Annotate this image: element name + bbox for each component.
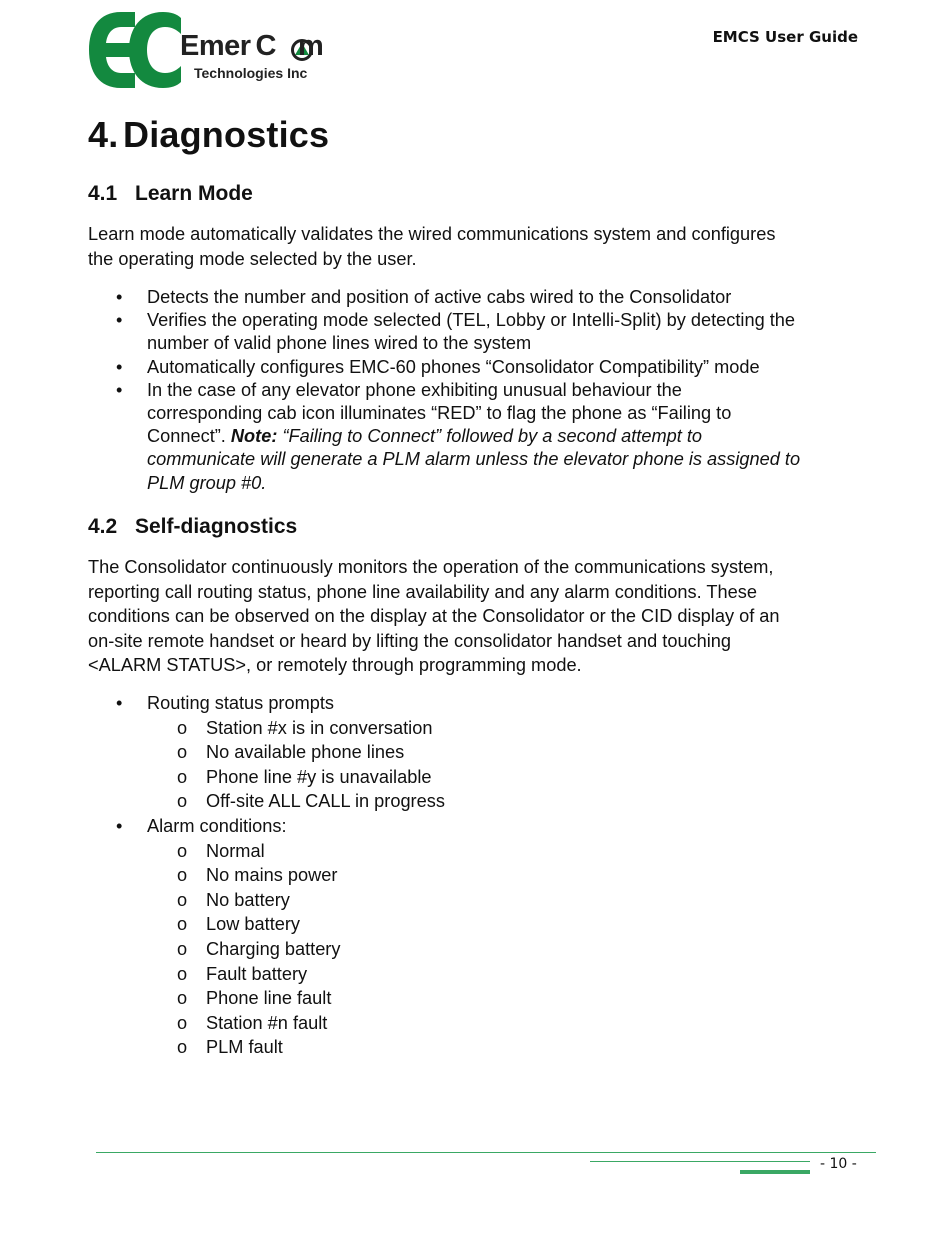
- sublist-item-text: Station #x is in conversation: [206, 717, 433, 738]
- bullet-icon: •: [116, 310, 123, 331]
- sublist-item: [147, 789, 868, 814]
- sublist-item-text: No battery: [206, 889, 290, 910]
- list-item-text: In the case of any elevator phone exhibiting unusual behaviour the: [147, 379, 682, 400]
- sublist-item: [147, 986, 868, 1011]
- note-text: PLM group #0.: [147, 472, 267, 493]
- section-number: 4.: [88, 114, 119, 155]
- routing-sublist: [88, 716, 868, 814]
- note-label: Note:: [230, 426, 278, 447]
- circle-bullet-icon: o: [177, 840, 188, 861]
- sublist-item: [147, 716, 868, 741]
- sublist-item: [147, 912, 868, 937]
- learn-mode-intro: [88, 222, 863, 271]
- footer-rule: [96, 1152, 876, 1153]
- footer-rule-accent: [740, 1170, 810, 1174]
- sublist-item-text: Phone line #y is unavailable: [206, 766, 432, 787]
- sublist-item-text: Off-site ALL CALL in progress: [206, 791, 445, 812]
- subsection-number: 4.1: [88, 182, 118, 205]
- list-item: [88, 309, 868, 355]
- list-item-text: Detects the number and position of active cabs wired to the Consolidator: [147, 287, 732, 307]
- sublist-item: [147, 962, 868, 987]
- circle-bullet-icon: o: [177, 717, 188, 738]
- page-number: - 10 -: [820, 1156, 857, 1172]
- note-text: “Failing to Connect” followed by a second attempt to: [277, 426, 702, 447]
- sublist-item: [147, 740, 868, 765]
- subsection-number: 4.2: [88, 515, 118, 538]
- subsection-heading-learn-mode: [88, 182, 253, 206]
- list-item-alarms: [88, 814, 868, 1060]
- text-line: Learn mode automatically validates the wired communications system and configures: [88, 224, 776, 244]
- text-line: reporting call routing status, phone line availability and any alarm conditions. These: [88, 581, 757, 602]
- sublist-item-text: PLM fault: [206, 1037, 283, 1058]
- sublist-item-text: Phone line fault: [206, 988, 332, 1009]
- bullet-icon: •: [116, 356, 123, 377]
- text-line: the operating mode selected by the user.: [88, 248, 417, 269]
- self-diagnostics-list: [88, 691, 868, 1060]
- list-item-text: number of valid phone lines wired to the system: [147, 333, 532, 354]
- subsection-heading-self-diagnostics: [88, 515, 297, 539]
- sublist-item: [147, 1011, 868, 1036]
- logo-subtitle: Technologies Inc: [194, 65, 308, 81]
- list-item-text: corresponding cab icon illuminates “RED” to flag the phone as “Failing to: [147, 403, 732, 424]
- circle-bullet-icon: o: [177, 988, 188, 1009]
- alarm-sublist: [88, 839, 868, 1060]
- list-item-text: Automatically configures EMC-60 phones “Consolidator Compatibility” mode: [147, 356, 760, 377]
- list-item-text: Verifies the operating mode selected (TEL, Lobby or Intelli-Split) by detecting the: [147, 310, 796, 331]
- sublist-item: [147, 888, 868, 913]
- footer-rule-short: [590, 1161, 810, 1162]
- section-title: Diagnostics: [123, 114, 330, 155]
- sublist-item: [147, 863, 868, 888]
- list-item: [88, 286, 868, 309]
- circle-bullet-icon: o: [177, 742, 188, 763]
- note-text: communicate will generate a PLM alarm unless the elevator phone is assigned to: [147, 449, 801, 470]
- text-line: conditions can be observed on the display at the Consolidator or the CID display of an: [88, 606, 780, 626]
- sublist-item-text: No available phone lines: [206, 742, 405, 763]
- sublist-item-text: No mains power: [206, 865, 338, 886]
- list-item-text: Routing status prompts: [147, 693, 335, 713]
- sublist-item-text: Normal: [206, 840, 265, 861]
- sublist-item: [147, 839, 868, 864]
- list-item-text: Alarm conditions:: [147, 815, 287, 836]
- circle-bullet-icon: o: [177, 1037, 188, 1058]
- section-heading: [88, 114, 329, 156]
- text-line: <ALARM STATUS>, or remotely through programming mode.: [88, 655, 582, 675]
- sublist-item-text: Low battery: [206, 914, 301, 935]
- emercom-logo: Emer C m Technologies Inc: [87, 10, 332, 90]
- bullet-icon: •: [116, 379, 123, 400]
- list-item-text: [147, 425, 868, 448]
- circle-bullet-icon: o: [177, 889, 188, 910]
- sublist-item-text: Fault battery: [206, 963, 308, 984]
- bullet-icon: •: [116, 693, 123, 713]
- circle-bullet-icon: o: [177, 865, 188, 886]
- sublist-item: [147, 1035, 868, 1060]
- bullet-icon: •: [116, 287, 123, 307]
- list-item: [88, 356, 868, 379]
- self-diagnostics-paragraph: [88, 555, 863, 678]
- sublist-item: [147, 765, 868, 790]
- sublist-item-text: Station #n fault: [206, 1012, 328, 1033]
- sublist-item: [147, 937, 868, 962]
- text-run: Connect”.: [147, 426, 231, 447]
- circle-bullet-icon: o: [177, 1012, 188, 1033]
- circle-bullet-icon: o: [177, 766, 188, 787]
- circle-bullet-icon: o: [177, 791, 188, 812]
- subsection-title: Self-diagnostics: [135, 515, 298, 538]
- list-item: [88, 379, 868, 495]
- bullet-icon: •: [116, 815, 123, 836]
- circle-bullet-icon: o: [177, 963, 188, 984]
- list-item-routing: [88, 691, 868, 814]
- subsection-title: Learn Mode: [135, 182, 253, 205]
- learn-mode-bullets: [88, 286, 868, 495]
- circle-bullet-icon: o: [177, 938, 188, 959]
- text-line: on-site remote handset or heard by lifting the consolidator handset and touching: [88, 630, 732, 651]
- circle-bullet-icon: o: [177, 914, 188, 935]
- sublist-item-text: Charging battery: [206, 938, 341, 959]
- document-title: EMCS User Guide: [712, 28, 858, 46]
- text-line: The Consolidator continuously monitors the operation of the communications system,: [88, 557, 774, 577]
